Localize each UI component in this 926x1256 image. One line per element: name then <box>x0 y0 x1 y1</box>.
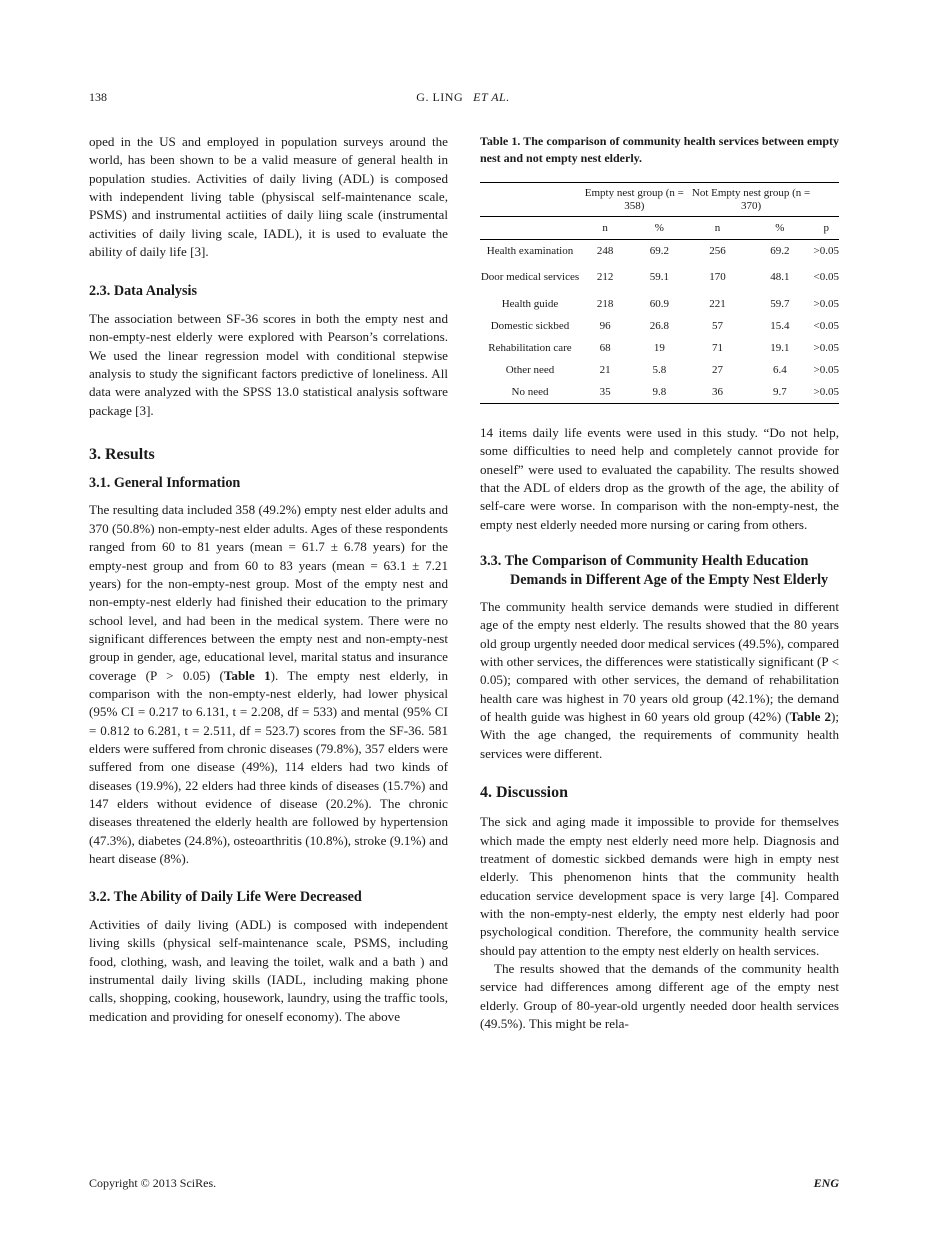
cell-n-empty: 218 <box>596 297 614 310</box>
general-information-heading: 3.1. General Information <box>89 474 241 491</box>
row-label: Domestic sickbed <box>490 319 570 332</box>
table-2-reference[interactable]: Table 2 <box>789 709 831 725</box>
comparison-text-b: ); With the age changed, the requirements of community health services were different. <box>480 709 839 761</box>
running-head-et-al: ET AL. <box>473 90 510 104</box>
row-label: Health examination <box>486 244 574 257</box>
cell-n-not-empty: 170 <box>709 271 726 284</box>
cell-n-empty: 248 <box>596 244 614 257</box>
table-header-not-empty-nest-group: Not Empty nest group (n = 370) <box>689 183 814 217</box>
right-column <box>480 133 839 1033</box>
table-1-reference[interactable]: Table 1 <box>223 667 271 683</box>
cell-p-value: >0.05 <box>813 297 839 310</box>
cell-pct-not-empty: 15.4 <box>770 319 790 332</box>
table-row <box>480 359 839 381</box>
cell-n-empty: 21 <box>599 363 611 376</box>
general-information-paragraph <box>89 501 448 868</box>
adl-continued-paragraph: 14 items daily life events were used in this study. “Do not help, some difficulties to need help and completely cannot provide for oneself” were used to evaluated the capability. The results showed that the ADL of elders drop as the growth of the age, the ability of self-care were worse. In comparison with the non-empty-nest, the empty nest elderly needed more nursing or caring from others. <box>480 425 839 532</box>
cell-pct-empty: 26.8 <box>649 319 669 332</box>
adl-heading: 3.2. The Ability of Daily Life Were Decreased <box>89 889 362 906</box>
row-label: Rehabilitation care <box>488 341 572 354</box>
cell-pct-not-empty: 69.2 <box>770 244 790 257</box>
cell-pct-not-empty: 19.1 <box>770 341 790 354</box>
table-1-caption: Table 1. The comparison of community health services between empty nest and not empty nest elderly. <box>480 134 839 165</box>
cell-n-empty: 35 <box>580 381 630 404</box>
table-row <box>480 337 839 359</box>
cell-p-value: >0.05 <box>813 363 839 376</box>
discussion-paragraph-1: The sick and aging made it impossible to provide for themselves which made the empty nest elderly need more help. Diagnosis and treatment of domestic sickbed demands were high in empty nest elderly. This phenomenon hints that the community health education service development space is very large [4]. Compared with the non-empty-nest elderly, the empty nest elderly had poor psychological condition. Therefore, the community health service should pay attention to the empty nest elderly on health services. <box>480 814 839 958</box>
cell-pct-not-empty: 6.4 <box>773 363 787 376</box>
data-analysis-heading: 2.3. Data Analysis <box>89 283 197 300</box>
cell-pct-empty: 60.9 <box>649 297 669 310</box>
cell-n-not-empty: 71 <box>711 341 723 354</box>
table-subheader-p: p <box>814 217 839 240</box>
journal-abbreviation: ENG <box>813 1176 839 1190</box>
cell-n-empty: 96 <box>599 319 611 332</box>
table-header-blank <box>480 183 580 217</box>
copyright-notice: Copyright © 2013 SciRes. <box>89 1176 217 1190</box>
table-subheader-percent: % <box>630 217 689 240</box>
general-text-b: ). The empty nest elderly, in comparison with the non-empty-nest elderly, had lower physical (95% CI = 0.217 to 6.131, t = 2.208, df = 533) and mental (95% CI = 0.812 to 6.281, t = 2.511, df = 523.7) scores from the SF-36. 581 elders were suffered from chronic diseases (79.8%), 357 elders were suffered from one disease (49%), 114 elders had two kinds of diseases (19.9%), 22 elders had three kinds of diseases (15.7%) and 147 elders without evidence of disease (20.2%). The chronic diseases threatened the elderly health are followed by hypertension (47.3%), diabetes (24.8%), osteoarthritis (10.8%), stroke (9.1%) and heart disease (8%). <box>89 667 448 866</box>
cell-n-not-empty: 36 <box>689 381 747 404</box>
cell-p-value: >0.05 <box>813 244 839 257</box>
table-row <box>480 240 839 263</box>
cell-pct-empty: 59.1 <box>649 271 669 284</box>
cell-n-not-empty: 27 <box>711 363 723 376</box>
row-label: Health guide <box>501 297 559 310</box>
cell-pct-empty: 69.2 <box>649 244 669 257</box>
row-label: Door medical services <box>480 271 580 284</box>
cell-p-value: <0.05 <box>813 319 839 332</box>
row-label: No need <box>480 381 580 404</box>
adl-paragraph: Activities of daily living (ADL) is composed with independent living skills (physical self-maintenance scale, PSMS, including food, clothing, wash, and leaving the toilet, walk and a bath ) and instrumental daily living skills (IADL, including making phone calls, shopping, cooking, housework, laundry, using the traffic tools, medication and providing for oneself economy). The above <box>89 916 448 1024</box>
cell-p-value: >0.05 <box>814 381 839 404</box>
cell-n-empty: 212 <box>596 271 614 284</box>
table-header-blank <box>814 183 839 217</box>
cell-n-not-empty: 57 <box>711 319 723 332</box>
running-head <box>0 90 926 105</box>
table-row <box>480 293 839 315</box>
table-subheader-blank <box>480 217 580 240</box>
results-heading: 3. Results <box>89 445 155 463</box>
cell-p-value: >0.05 <box>813 341 839 354</box>
table-header-empty-nest-group: Empty nest group (n = 358) <box>580 183 689 217</box>
left-column <box>89 133 448 1026</box>
general-text-a: The resulting data included 358 (49.2%) empty nest elder adults and 370 (50.8%) non-empty-nest elder adults. Ages of these respondents ranged from 60 to 81 years (mean = 61.7 ± 6.78 years) for the empty-nest group and from 60 to 83 years (mean = 63.1 ± 7.21 years) for the non-empty-nest group. Most of the empty nest and non-empty-nest elderly had finished their education to the primary school level, and had been in the medical system. There were no significant differences between the empty nest and non-empty-nest group in gender, age, educational level, marital status and insurance coverage (P > 0.05) ( <box>89 502 448 683</box>
cell-n-empty: 68 <box>599 341 611 354</box>
intro-paragraph: oped in the US and employed in population surveys around the world, has been shown to be a valid measure of general health in population studies. Activities of daily living (ADL) is composed with independent living table (physiscal self-maintenance scale, PSMS) and instrumental actiities of daily liing scale (instrumental activities of daily living scale, IADL), it is used to evaluate the ability of daily life [3]. <box>89 134 448 260</box>
comparison-heading: 3.3. The Comparison of Community Health Education Demands in Different Age of the Empty Nest Elderly <box>480 553 829 588</box>
comparison-paragraph <box>480 598 839 763</box>
row-label: Other need <box>505 363 555 376</box>
table-row <box>480 381 839 404</box>
discussion-paragraph-2: The results showed that the demands of the community health service had differences among different age of the empty nest elderly. Group of 80-year-old urgently needed door health services (49.5%). This might be rela- <box>480 960 839 1031</box>
table-row <box>480 315 839 337</box>
cell-pct-empty: 19 <box>653 341 665 354</box>
cell-p-value: <0.05 <box>813 271 839 284</box>
table-1 <box>480 182 839 404</box>
cell-pct-not-empty: 59.7 <box>770 297 790 310</box>
cell-pct-not-empty: 48.1 <box>770 271 790 284</box>
table-subheader-percent: % <box>746 217 813 240</box>
cell-pct-not-empty: 9.7 <box>746 381 813 404</box>
page-number: 138 <box>89 90 107 104</box>
data-analysis-paragraph: The association between SF-36 scores in both the empty nest and non-empty-nest elderly were explored with Pearson’s correlations. We used the linear regression model with conditional stepwise analysis to study the significant factors predictive of loneliness. All data were analyzed with the SPSS 13.0 statistical analysis software package [3]. <box>89 310 448 418</box>
discussion-heading: 4. Discussion <box>480 784 569 802</box>
cell-pct-empty: 9.8 <box>630 381 689 404</box>
comparison-text-a: The community health service demands were studied in different age of the empty nest elderly. The results showed that the 80 years old group urgently needed door medical services (49.5%), compared with other services, the differences were statistically significant (P < 0.05); compared with other services, the demand of rehabilitation health care was highest in 70 years old group (42.1%); the demand of health guide was highest in 60 years old group (42%) ( <box>480 599 839 725</box>
table-subheader-n: n <box>689 217 747 240</box>
cell-n-not-empty: 256 <box>709 244 726 257</box>
cell-pct-empty: 5.8 <box>652 363 667 376</box>
table-subheader-n: n <box>580 217 630 240</box>
cell-n-not-empty: 221 <box>709 297 726 310</box>
table-row <box>480 262 839 293</box>
running-head-author: G. LING <box>416 90 464 104</box>
